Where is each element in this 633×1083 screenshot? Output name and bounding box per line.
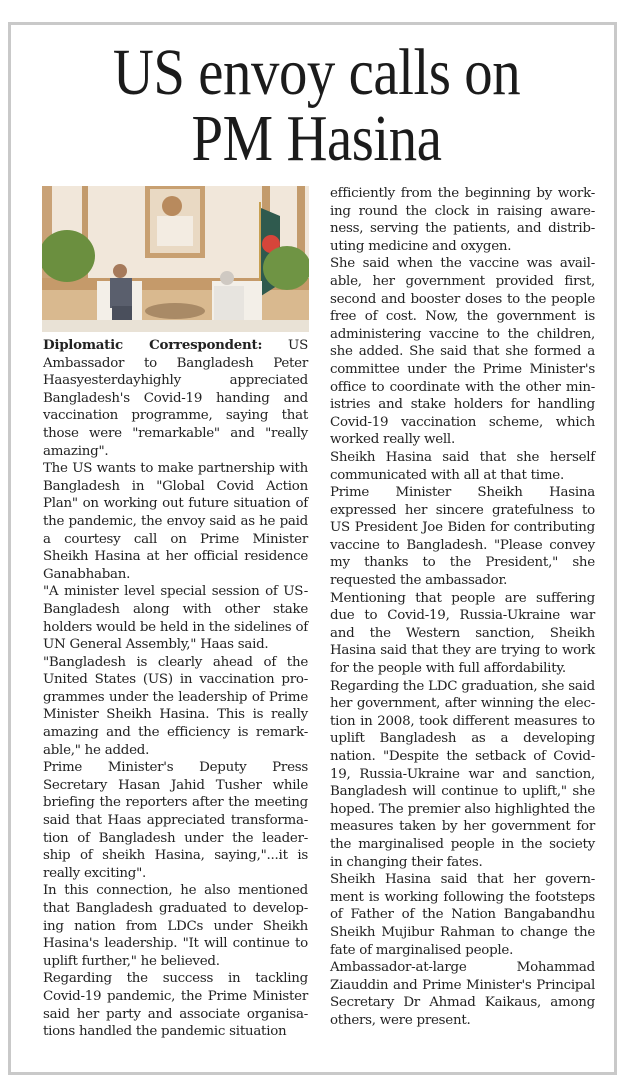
paragraph: "A minister level special session of US-Bangladesh along with other stake holders would be held in the sidelines of UN General Assembly," Haas said. — [43, 584, 308, 653]
paragraph: Sheikh Hasina said that she herself communicated with all at that time. — [330, 449, 595, 483]
paragraph: Mentioning that people are suffering due to Covid-19, Russia-Ukraine war and the Western sanction, Sheikh Hasina said that they are trying to work for the people with full affordability. — [330, 590, 595, 677]
paragraph — [43, 337, 308, 460]
paragraph-text: US Ambassador to Bangladesh Peter Haasyesterdayhighly appreciated Bangladesh's Covid-19 handing and vaccination programme, saying that those were "remarkable" and "really amazing". — [43, 338, 308, 459]
headline-line-1: US envoy calls on — [112, 36, 521, 109]
paragraph: She said when the vaccine was avail-able, her government provided first, second and booster doses to the people free of cost. Now, the government is administering vaccine to the children, she added. She said that she formed a committee under the Prime Minister's office to coordinate with the other min-istries and stake holders for handling Covid-19 vaccination scheme, which worked really well. — [330, 256, 595, 448]
paragraph: Regarding the LDC graduation, she said her government, after winning the elec-tion in 2008, took different measures to uplift Bangladesh as a developing nation. "Despite the setback of Covid-19, Russia-Ukraine war and sanction, Bangladesh will continue to uplift," she hoped. The premier also highlighted the measures taken by her government for the marginalised people in the society in changing their fates. — [330, 678, 595, 870]
article-column-right — [330, 185, 595, 1030]
paragraph: In this connection, he also mentioned that Bangladesh graduated to develop-ing nation from LDCs under Sheikh Hasina's leadership. "It will continue to uplift further," he believed. — [43, 883, 308, 969]
paragraph: Prime Minister Sheikh Hasina expressed her sincere gratefulness to US President Joe Biden for contributing vaccine to Bangladesh. "Please convey my thanks to the President," she requested the ambassador. — [330, 485, 595, 589]
meeting-photo-illustration — [42, 186, 309, 332]
paragraph: Sheikh Hasina said that her govern-ment is working following the footsteps of Father of the Nation Bangabandhu Sheikh Mujibur Rahman to change the fate of marginalised people. — [330, 872, 595, 958]
paragraph: Regarding the success in tackling Covid-19 pandemic, the Prime Minister said her party and associate organisa-tions handled the pandemic situation — [43, 971, 308, 1040]
paragraph: Ambassador-at-large Mohammad Ziauddin and Prime Minister's Principal Secretary Dr Ahmad Kaikaus, among others, were present. — [330, 960, 595, 1028]
headline — [44, 36, 588, 175]
paragraph: Prime Minister's Deputy Press Secretary Hasan Jahid Tusher while briefing the reporters after the meeting said that Haas appreciated transforma-tion of Bangladesh under the leader-ship of sheikh Hasina, saying,"...it is really exciting". — [43, 760, 308, 881]
paragraph: efficiently from the beginning by work-ing round the clock in raising aware-ness, serving the patients, and distrib-uting medicine and oxygen. — [330, 186, 595, 254]
article-photo — [42, 186, 309, 332]
paragraph: "Bangladesh is clearly ahead of the United States (US) in vaccination pro-grammes under the leadership of Prime Minister Sheikh Hasina. This is really amazing and the efficiency is remark-able," he added. — [43, 654, 308, 758]
headline-line-2: PM Hasina — [191, 102, 442, 175]
paragraph: The US wants to make partnership with Bangladesh in "Global Covid Action Plan" on working out future situation of the pandemic, the envoy said as he paid a courtesy call on Prime Minister Sheikh Hasina at her official residence Ganabhaban. — [43, 461, 308, 582]
byline: Diplomatic Correspondent: — [43, 337, 263, 353]
article-column-left — [43, 337, 308, 1041]
